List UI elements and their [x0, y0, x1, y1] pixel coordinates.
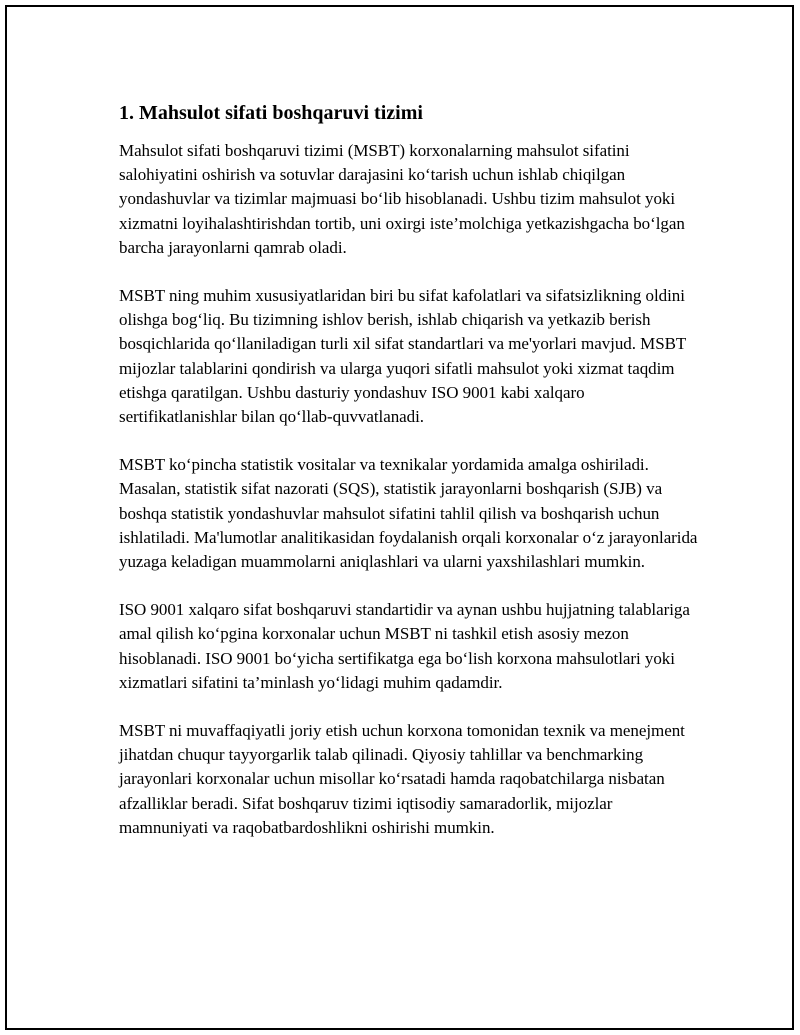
section-heading: 1. Mahsulot sifati boshqaruvi tizimi [119, 102, 423, 124]
paragraph-2: MSBT ning muhim xususiyatlaridan biri bu sifat kafolatlari va sifatsizlikning oldini olishga bog‘liq. Bu tizimning ishlov berish, ishlab chiqarish va yetkazib berish bosqichlarida qo‘llaniladigan turli xil sifat standartlari va me'yorlari mavjud. MSBT mijozlar talablarini qondirish va ularga yuqori sifatli mahsulot yoki xizmat taqdim etishga qaratilgan. Ushbu dasturiy yondashuv ISO 9001 kabi xalqaro sertifikatlanishlar bilan qo‘llab-quvvatlanadi. [119, 286, 686, 427]
paragraph-3: MSBT ko‘pincha statistik vositalar va texnikalar yordamida amalga oshiriladi. Masalan, statistik sifat nazorati (SQS), statistik jarayonlarni boshqarish (SJB) va boshqa statistik yondashuvlar mahsulot sifatini tahlil qilish va boshqarish uchun ishlatiladi. Ma'lumotlar analitikasidan foydalanish orqali korxonalar o‘z jarayonlarida yuzaga keladigan muammolarni aniqlashlari va ularni yaxshilashlari mumkin. [119, 455, 698, 572]
document-body [119, 100, 699, 864]
paragraph-5: MSBT ni muvaffaqiyatli joriy etish uchun korxona tomonidan texnik va menejment jihatdan chuqur tayyorgarlik talab qilinadi. Qiyosiy tahlillar va benchmarking jarayonlari korxonalar uchun misollar ko‘rsatadi hamda raqobatchilarga nisbatan afzalliklar beradi. Sifat boshqaruv tizimi iqtisodiy samaradorlik, mijozlar mamnuniyati va raqobatbardoshlikni oshirishi mumkin. [119, 721, 685, 837]
paragraph-4: ISO 9001 xalqaro sifat boshqaruvi standartidir va aynan ushbu hujjatning talablariga amal qilish ko‘pgina korxonalar uchun MSBT ni tashkil etish asosiy mezon hisoblanadi. ISO 9001 bo‘yicha sertifikatga ega bo‘lish korxona mahsulotlari yoki xizmatlari sifatini ta’minlash yo‘lidagi muhim qadamdir. [119, 600, 690, 692]
paragraph-1: Mahsulot sifati boshqaruvi tizimi (MSBT) korxonalarning mahsulot sifatini salohiyatini oshirish va sotuvlar darajasini ko‘tarish uchun ishlab chiqilgan yondashuvlar va tizimlar majmuasi bo‘lib hisoblanadi. Ushbu tizim mahsulot yoki xizmatni loyihalashtirishdan tortib, uni oxirgi iste’molchiga yetkazishgacha bo‘lgan barcha jarayonlarni qamrab oladi. [119, 141, 685, 257]
page-border [5, 5, 794, 1030]
